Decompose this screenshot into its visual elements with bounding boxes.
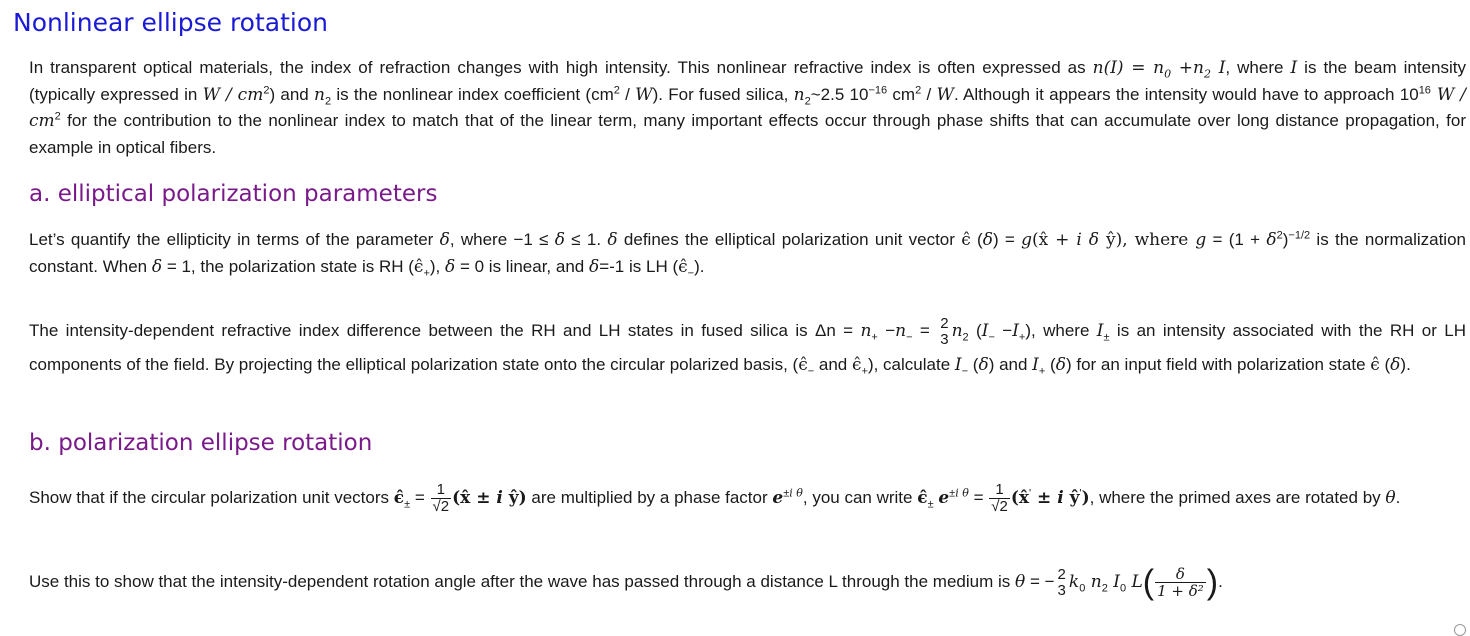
scroll-indicator-icon[interactable] xyxy=(1454,624,1466,636)
section-b-paragraph-2: Use this to show that the intensity-dependent rotation angle after the wave has passed through a distance L through the medium is θ = − 2 3 $k_0$ $n_2$ $I_0$ L( $\frac{\delta}{\text{1 + δ²}}$ ). xyxy=(29,563,1223,602)
section-a-paragraph-2: The intensity-dependent refractive index difference between the RH and LH states in fused silica is $\Delta n = n_+ -n_-$ = 2 3 $n_2$ $(I_- -I_+)$, where $I_\pm$ is an intensity associated with the RH or LH components of the field. By projecting the elliptical polarization state onto the circular polarized basis, ($\epsilon̂_-$ and $\epsilon̂_+$), calculate $I_-$ (δ) and $I_+$ (δ) for an input field with polarization state ϵ̂ (δ). xyxy=(29,314,1467,378)
fraction-two-thirds: 2 3 xyxy=(940,314,949,348)
section-a-heading: a. elliptical polarization parameters xyxy=(29,181,438,207)
section-a-paragraph-1: Let’s quantify the ellipticity in terms of the parameter δ, where −1 ≤ δ ≤ 1. δ defines the elliptical polarization unit vector ϵ̂ (δ) = g(x̂ + i δ ŷ), where $g = (1 + \delta^2)^{-1/2}$ is the normalization constant. When δ = 1, the polarization state is RH $(\epsilon̂_+)$, δ = 0 is linear, and δ=-1 is LH $(\epsilon̂_-)$. xyxy=(29,229,1466,279)
section-b-heading: b. polarization ellipse rotation xyxy=(29,430,373,456)
intro-paragraph: In transparent optical materials, the index of refraction changes with high intensity. This nonlinear refractive index is often expressed as $n(I) = n_0 +n_2$ I, where I is the beam intensity (typically expressed in W / $cm^2$) and $n_2$ is the nonlinear index coefficient $(cm^2 / W)$. For fused silica, $n_2\sim 2.5$ $10^{-16}$ $cm^2$ / W. Although it appears the intensity would have to approach $10^{16}$ W / $cm^2$ for the contribution to the nonlinear index to match that of the linear term, many important effects occur through phase shifts that can accumulate over long distance propagation, for example in optical fibers. xyxy=(29,58,1467,157)
fraction-two-thirds-b: 2 3 xyxy=(1057,565,1066,599)
fraction-one-over-root-two-b: $\frac{1}{√2}$ xyxy=(991,481,1008,516)
section-b-paragraph-1: Show that if the circular polarization unit vectors $\epsilon̂_\pm$ = $\frac{1}{√2}$ (x̂ ± i ŷ) are multiplied by a phase factor $e^{\pm i \theta}$, you can write $\epsilon̂_\pm$ $e^{\pm i \theta}$ = $\frac{1}{√2}$ (x̂' ± i ŷ'), where the primed axes are rotated by θ. xyxy=(29,481,1401,516)
fraction-one-over-root-two: $\frac{1}{√2}$ xyxy=(432,481,450,516)
fraction-delta-over: $\frac{\delta}{\text{1 + δ²}}$ xyxy=(1157,565,1204,601)
page-title: Nonlinear ellipse rotation xyxy=(13,8,328,37)
